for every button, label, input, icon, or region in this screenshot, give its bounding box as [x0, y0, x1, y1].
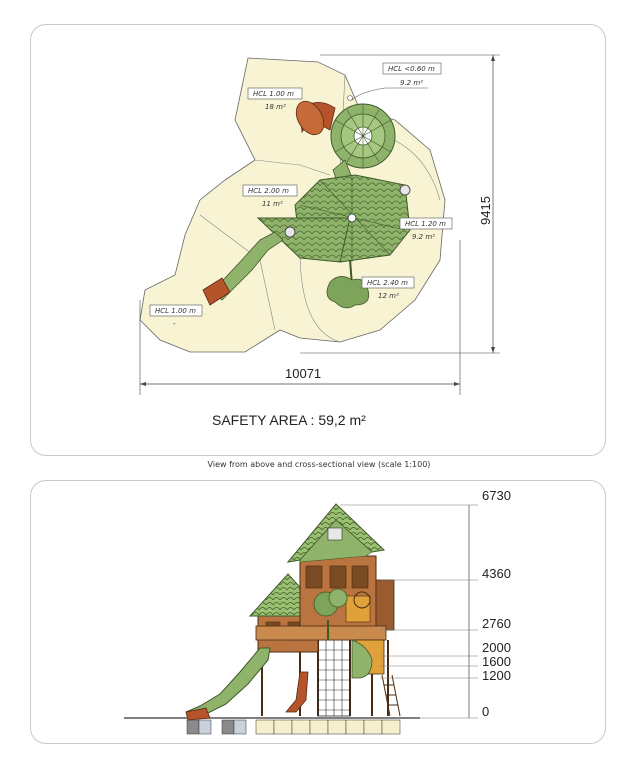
zone-area-text: 18 m²	[265, 103, 286, 111]
main-tower	[288, 504, 394, 630]
width-dim-text: 10071	[285, 366, 322, 381]
zone-hcl-text: HCL 2.00 m	[248, 187, 289, 195]
zone-area-text: 9.2 m²	[412, 233, 435, 241]
zone-area-text: 11 m²	[262, 200, 283, 208]
height-label: 0	[482, 704, 490, 719]
side-slide	[186, 648, 270, 720]
height-dim-text: 9415	[478, 196, 493, 225]
ladder	[382, 675, 400, 716]
zone-area-text: -	[173, 320, 176, 328]
scale-caption: View from above and cross-sectional view (scale 1:100)	[207, 460, 431, 469]
zone-hcl-text: HCL 2.40 m	[367, 279, 408, 287]
zone-hcl-text: HCL 1.20 m	[405, 220, 446, 228]
climbing-net	[318, 640, 350, 716]
height-label: 4360	[482, 566, 511, 581]
height-label: 6730	[482, 488, 511, 503]
height-label: 2000	[482, 640, 511, 655]
zone-hcl-text: HCL 1.00 m	[155, 307, 196, 315]
height-label: 2760	[482, 616, 511, 631]
height-label: 1600	[482, 654, 511, 669]
zone-area-text: 12 m²	[378, 292, 399, 300]
zone-hcl-text: HCL <0.60 m	[388, 65, 435, 73]
zone-hcl-text: HCL 1.00 m	[253, 90, 294, 98]
height-label: 1200	[482, 668, 511, 683]
zone-area-text: 9.2 m²	[400, 79, 423, 87]
red-slide-side	[286, 672, 308, 712]
zone-label-hcl-060	[348, 63, 442, 101]
foundation-blocks	[187, 720, 400, 734]
safety-area-text: SAFETY AREA : 59,2 m²	[212, 412, 366, 428]
